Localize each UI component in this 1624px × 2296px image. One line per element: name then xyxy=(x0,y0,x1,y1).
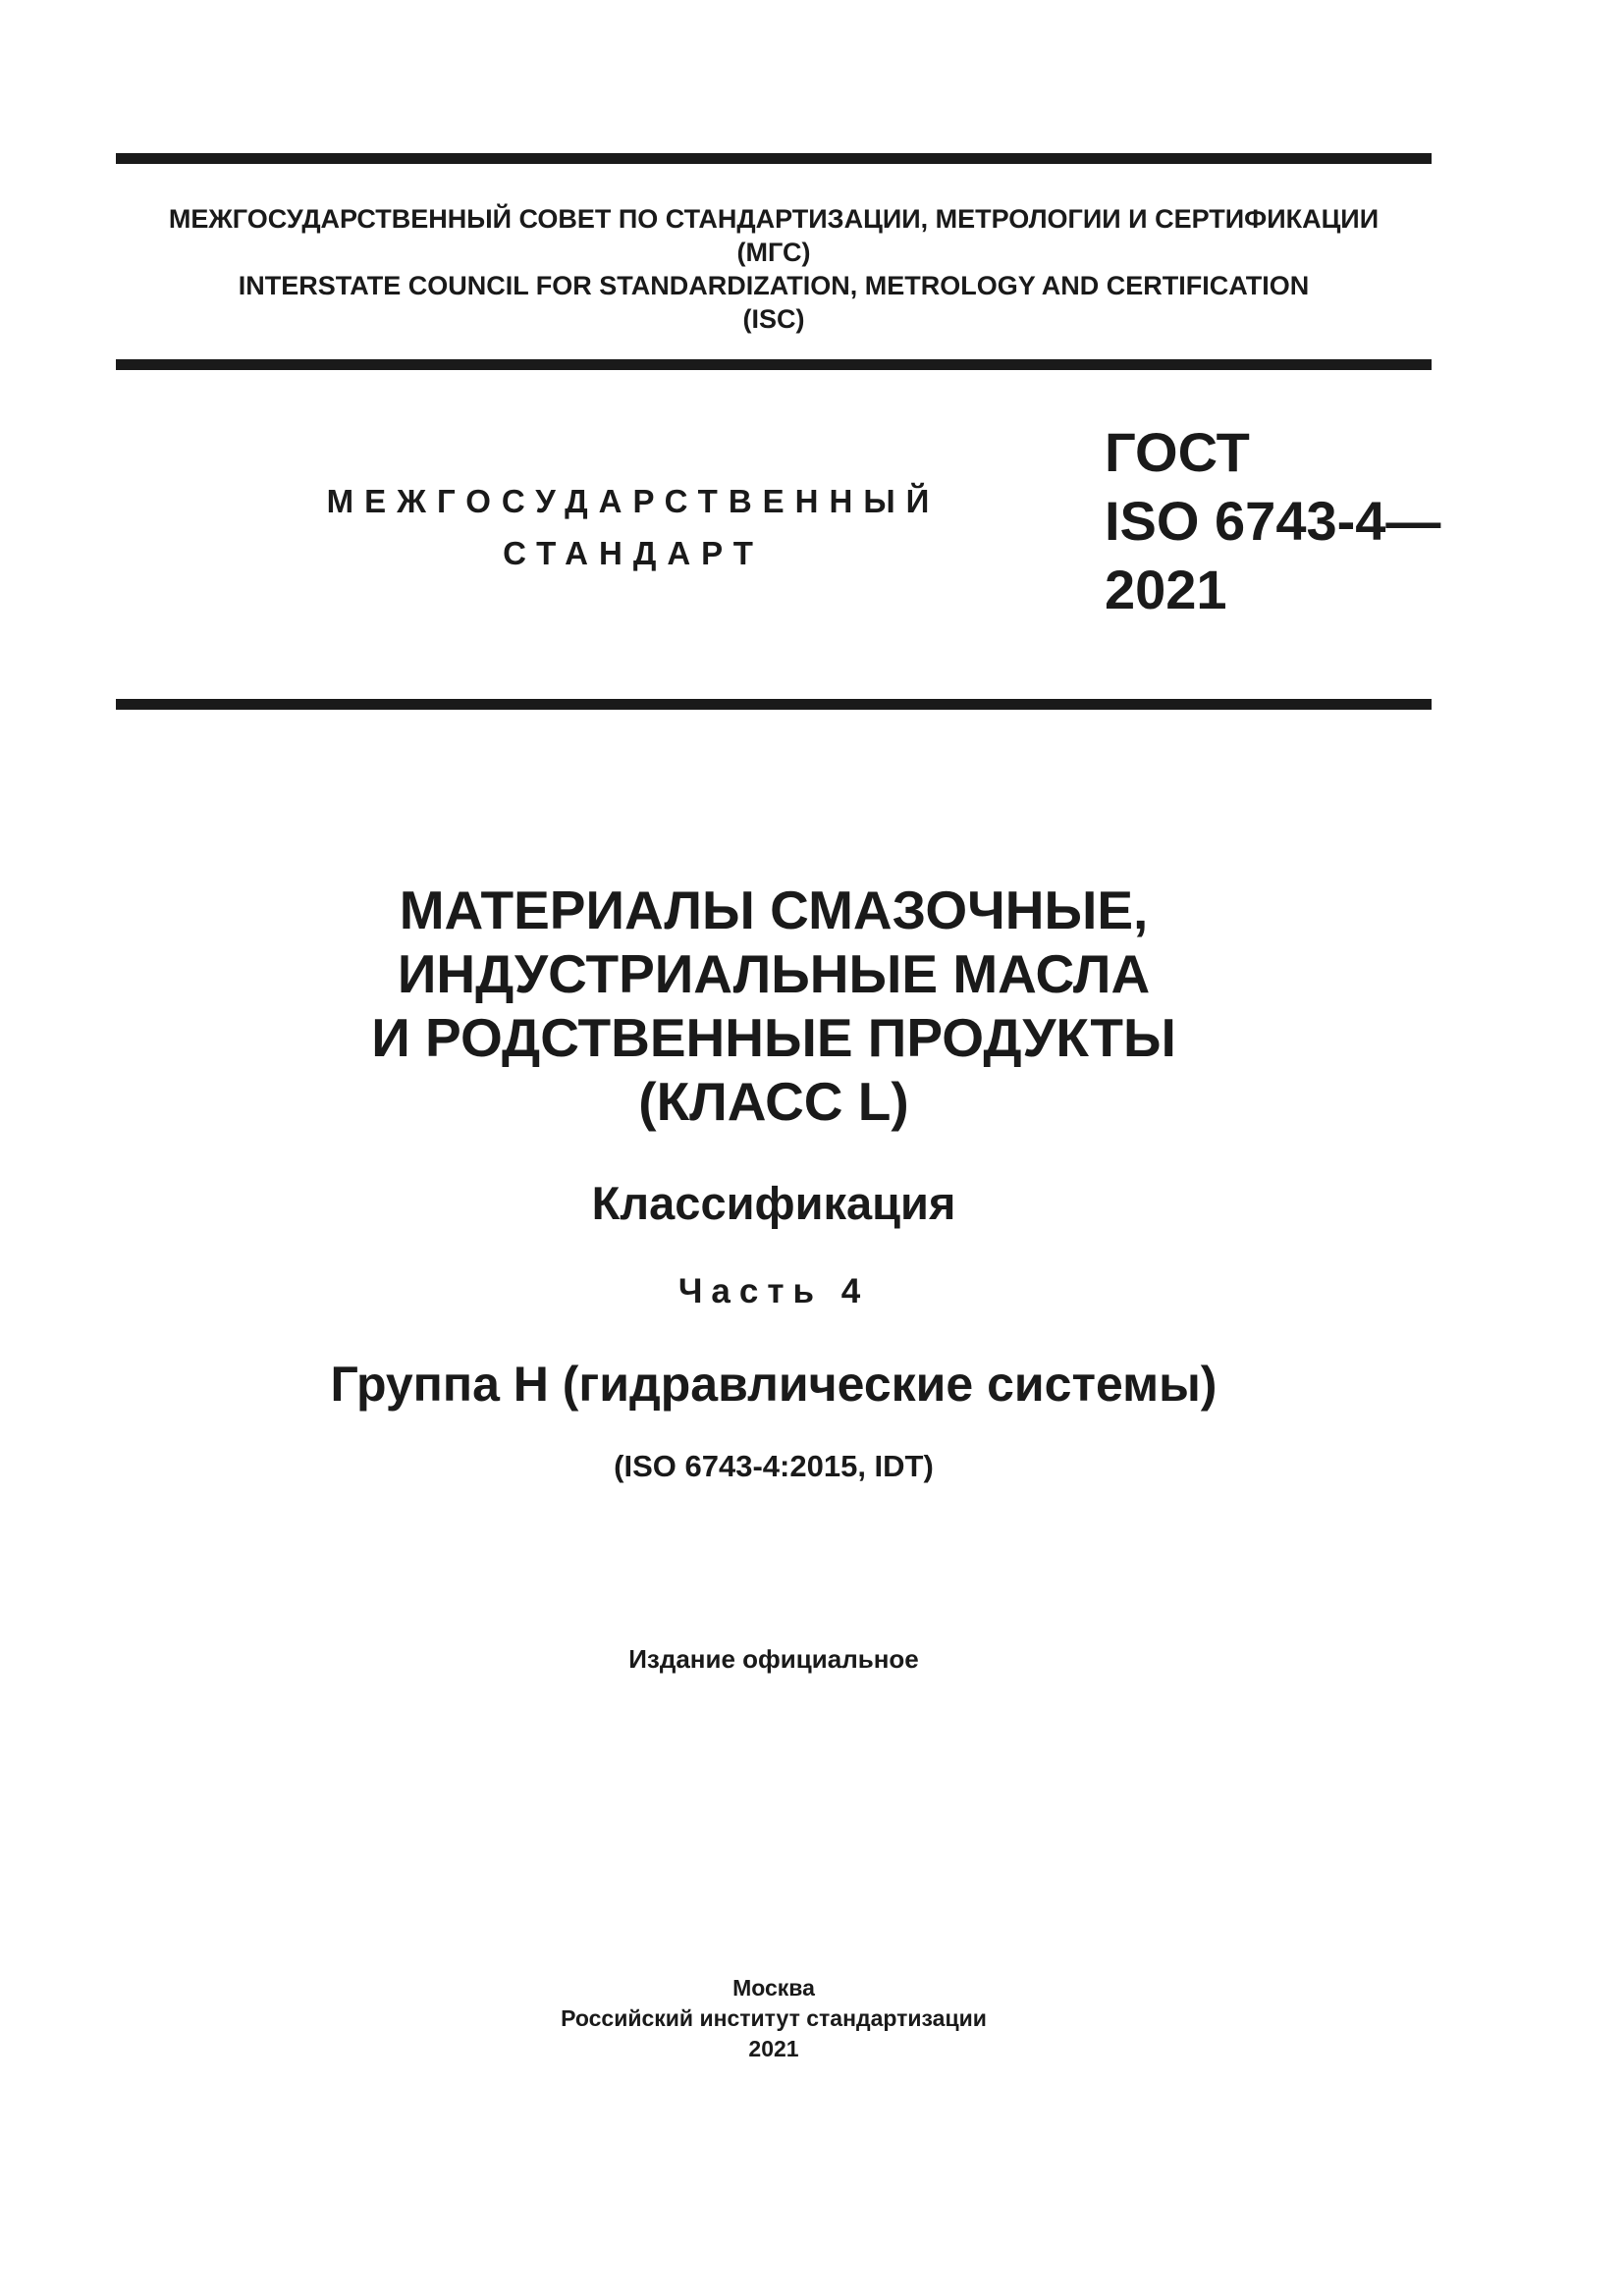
part-number: Часть 4 xyxy=(677,1272,870,1310)
publisher-institute: Российский институт стандартизации xyxy=(561,2005,987,2031)
gost-designation-line1: ГОСТ xyxy=(1105,421,1250,483)
standard-type xyxy=(226,475,1041,579)
council-divider xyxy=(116,359,1432,370)
gost-designation xyxy=(1105,418,1440,624)
council-abbr-en: (ISC) xyxy=(742,304,805,334)
title-line2: ИНДУСТРИАЛЬНЫЕ МАСЛА xyxy=(397,943,1151,1004)
standard-type-line1: МЕЖГОСУДАРСТВЕННЫЙ xyxy=(326,483,941,519)
designation-divider xyxy=(116,699,1432,710)
group-title: Группа Н (гидравлические системы) xyxy=(330,1357,1218,1412)
edition-note: Издание официальное xyxy=(628,1644,919,1674)
council-name-ru: МЕЖГОСУДАРСТВЕННЫЙ СОВЕТ ПО СТАНДАРТИЗАЦИИ, МЕТРОЛОГИИ И СЕРТИФИКАЦИИ xyxy=(168,204,1380,234)
iso-reference: (ISO 6743-4:2015, IDT) xyxy=(614,1449,934,1483)
council-header xyxy=(116,202,1432,336)
document-subtitle: Классификация xyxy=(591,1177,956,1229)
gost-designation-line3: 2021 xyxy=(1105,559,1227,620)
title-line1: МАТЕРИАЛЫ СМАЗОЧНЫЕ, xyxy=(399,880,1149,940)
standard-type-line2: СТАНДАРТ xyxy=(503,535,764,571)
publisher-year: 2021 xyxy=(748,2036,799,2061)
gost-designation-line2: ISO 6743-4— xyxy=(1105,490,1441,552)
council-name-en: INTERSTATE COUNCIL FOR STANDARDIZATION, METROLOGY AND CERTIFICATION xyxy=(238,271,1310,300)
publisher-city: Москва xyxy=(732,1975,815,2001)
publisher-block xyxy=(116,1973,1432,2064)
title-line3: И РОДСТВЕННЫЕ ПРОДУКТЫ xyxy=(371,1007,1176,1068)
document-title xyxy=(116,879,1432,1134)
council-abbr-ru: (МГС) xyxy=(736,238,811,267)
top-rule xyxy=(116,153,1432,164)
title-line4: (КЛАСС L) xyxy=(638,1071,909,1132)
